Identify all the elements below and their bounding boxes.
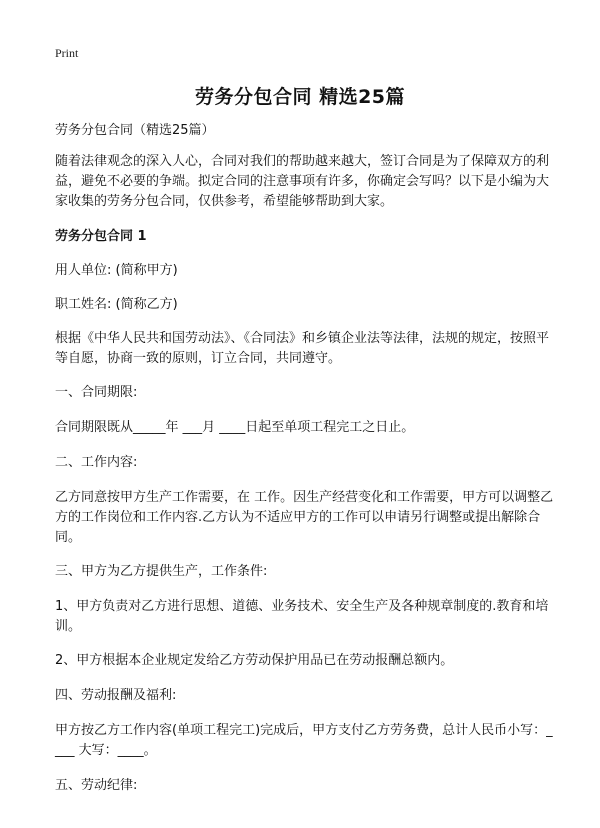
condition-item: 2、甲方根据本企业规定发给乙方劳动保护用品已在劳动报酬总额内。 — [55, 653, 454, 668]
document-subtitle: 劳务分包合同（精选25篇） — [55, 123, 215, 138]
term-paragraph: 合同期限既从_____年 ___月 ____日起至单项工程完工之日止。 — [55, 420, 415, 435]
pay-paragraph: 甲方按乙方工作内容(单项工程完工)完成后，甲方支付乙方劳务费，总计人民币小写：____ 大写：____。 — [55, 723, 553, 758]
clause-heading: 三、甲方为乙方提供生产，工作条件: — [55, 564, 268, 579]
employer-line: 用人单位: (简称甲方) — [55, 263, 178, 278]
clause-heading: 五、劳动纪律: — [55, 778, 138, 793]
employee-line: 职工姓名: (简称乙方) — [55, 297, 178, 312]
intro-paragraph: 随着法律观念的深入人心，合同对我们的帮助越来越大，签订合同是为了保障双方的利益，避免不必要的争端。拟定合同的注意事项有许多，你确定会写吗？以下是小编为大家收集的劳务分包合同，仅供参考，希望能够帮助到大家。 — [55, 154, 550, 209]
clause-heading: 一、合同期限: — [55, 385, 138, 400]
clause-heading: 四、劳动报酬及福利: — [55, 688, 177, 703]
section-title: 劳务分包合同 1 — [55, 229, 147, 244]
work-content-paragraph: 乙方同意按甲方生产工作需要，在 工作。因生产经营变化和工作需要，甲方可以调整乙方的工作岗位和工作内容.乙方认为不适应甲方的工作可以申请另行调整或提出解除合同。 — [55, 490, 554, 545]
condition-item: 1、甲方负责对乙方进行思想、道德、业务技术、安全生产及各种规章制度的.教育和培训。 — [55, 599, 549, 634]
clause-heading: 二、工作内容: — [55, 455, 138, 470]
print-link[interactable]: Print — [55, 46, 79, 60]
document-body — [55, 121, 555, 796]
legal-basis-paragraph: 根据《中华人民共和国劳动法》、《合同法》和乡镇企业法等法律，法规的规定，按照平等自愿，协商一致的原则，订立合同，共同遵守。 — [55, 331, 550, 366]
page-title: 劳务分包合同 精选25篇 — [194, 86, 406, 108]
